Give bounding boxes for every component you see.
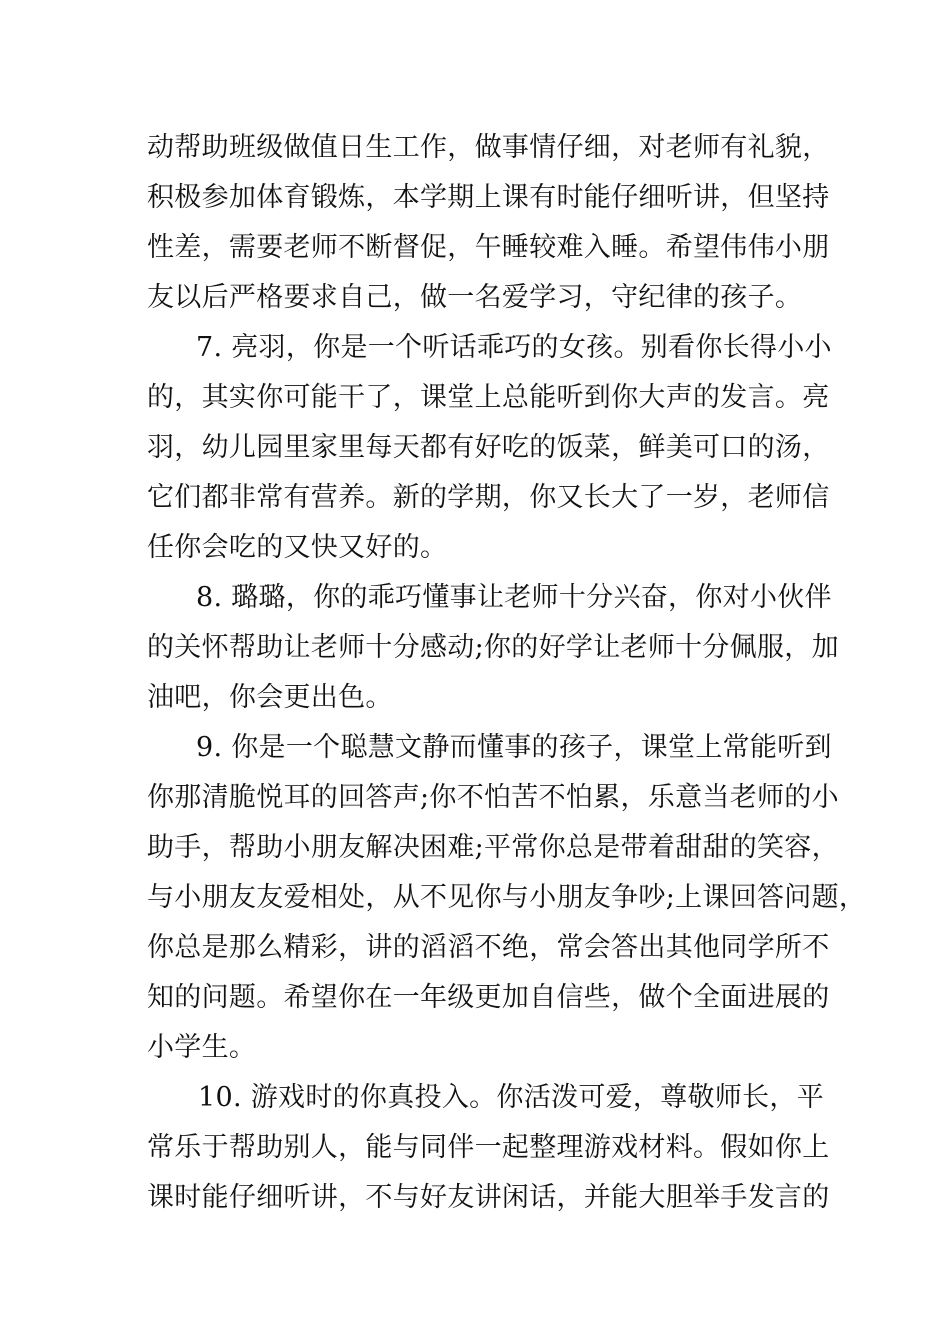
text-line: 它们都非常有营养。新的学期，你又长大了一岁，老师信 — [147, 482, 830, 513]
text-line: 的关怀帮助让老师十分感动;你的好学让老师十分佩服，加 — [147, 632, 839, 663]
paragraph-8-start: 8. 璐璐，你的乖巧懂事让老师十分兴奋，你对小伙伴 — [196, 582, 832, 613]
paragraph-10-start: 10. 游戏时的你真投入。你活泼可爱，尊敬师长，平 — [198, 1082, 825, 1113]
text-line: 羽，幼儿园里家里每天都有好吃的饭菜，鲜美可口的汤， — [147, 432, 830, 463]
text-line: 知的问题。希望你在一年级更加自信些，做个全面进展的 — [147, 982, 830, 1013]
text-line: 积极参加体育锻炼，本学期上课有时能仔细听讲，但坚持 — [147, 182, 830, 213]
text-line: 小学生。 — [147, 1032, 257, 1063]
text-line: 你总是那么精彩，讲的滔滔不绝，常会答出其他同学所不 — [147, 932, 830, 963]
text-line: 课时能仔细听讲，不与好友讲闲话，并能大胆举手发言的 — [147, 1182, 830, 1213]
text-line: 性差，需要老师不断督促，午睡较难入睡。希望伟伟小朋 — [147, 232, 830, 263]
text-line: 油吧，你会更出色。 — [147, 682, 393, 713]
text-line: 与小朋友友爱相处，从不见你与小朋友争吵;上课回答问题， — [147, 882, 867, 913]
text-line: 的，其实你可能干了，课堂上总能听到你大声的发言。亮 — [147, 382, 830, 413]
text-line: 常乐于帮助别人，能与同伴一起整理游戏材料。假如你上 — [147, 1132, 830, 1163]
paragraph-9-start: 9. 你是一个聪慧文静而懂事的孩子，课堂上常能听到 — [196, 732, 832, 763]
text-line: 友以后严格要求自己，做一名爱学习，守纪律的孩子。 — [147, 282, 803, 313]
text-line: 任你会吃的又快又好的。 — [147, 532, 448, 563]
text-line: 动帮助班级做值日生工作，做事情仔细，对老师有礼貌， — [147, 132, 830, 163]
text-line: 助手，帮助小朋友解决困难;平常你总是带着甜甜的笑容， — [147, 832, 839, 863]
text-line: 你那清脆悦耳的回答声;你不怕苦不怕累，乐意当老师的小 — [147, 782, 839, 813]
paragraph-7-start: 7. 亮羽，你是一个听话乖巧的女孩。别看你长得小小 — [196, 332, 832, 363]
